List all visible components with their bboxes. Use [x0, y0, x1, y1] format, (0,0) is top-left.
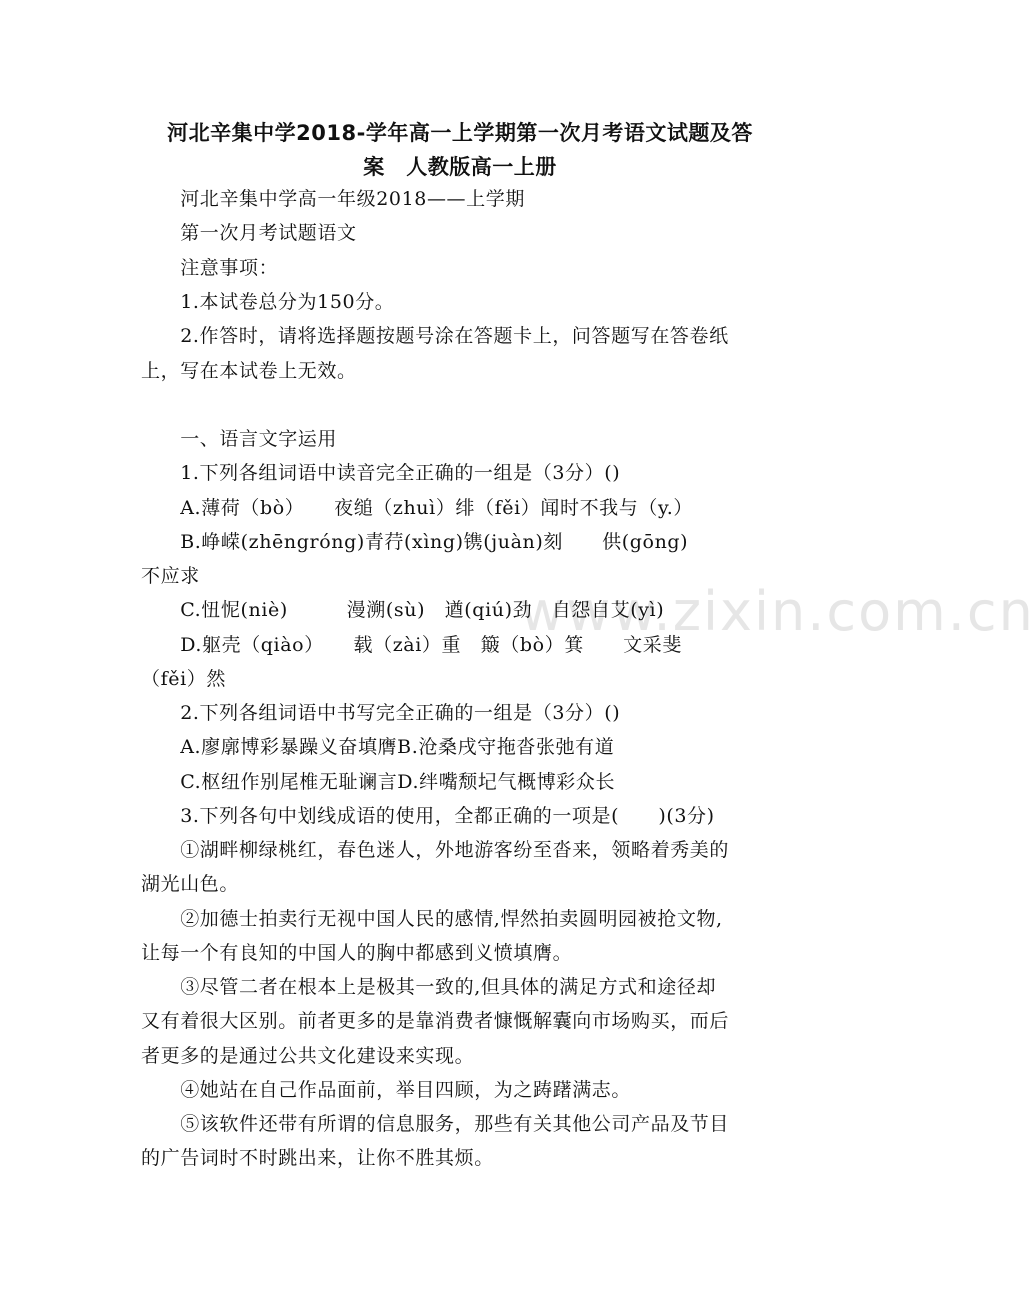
q3-sentence-3-cont-2: 者更多的是通过公共文化建设来实现。	[141, 1045, 475, 1067]
q3-sentence-4: ④她站在自己作品面前，举目四顾，为之踌躇满志。	[141, 1079, 632, 1101]
q3-sentence-5-cont: 的广告词时不时跳出来，让你不胜其烦。	[141, 1147, 494, 1169]
notice-item-2-cont: 上，写在本试卷上无效。	[141, 360, 357, 382]
question-3: 3.下列各句中划线成语的使用，全都正确的一项是( )(3分)	[141, 805, 715, 827]
q3-sentence-1: ①湖畔柳绿桃红，春色迷人，外地游客纷至沓来，领略着秀美的	[141, 839, 730, 861]
watermark: www.zixin.com.cn	[520, 580, 1035, 643]
q1-option-b: B.峥嵘(zhēngróng)青荇(xìng)镌(juàn)刻 供(gōng)	[141, 531, 689, 553]
q2-options-ab: A.廖廓博彩暴躁义奋填膺B.沧桑戌守拖沓张弛有道	[141, 736, 615, 758]
q3-sentence-3: ③尽管二者在根本上是极其一致的,但具体的满足方式和途径却	[141, 976, 717, 998]
q3-sentence-2-cont: 让每一个有良知的中国人的胸中都感到义愤填膺。	[141, 942, 573, 964]
exam-name-line: 第一次月考试题语文	[141, 222, 357, 244]
notice-item-2: 2.作答时，请将选择题按题号涂在答题卡上，问答题写在答卷纸	[141, 325, 729, 347]
q3-sentence-3-cont-1: 又有着很大区别。前者更多的是靠消费者慷慨解囊向市场购买，而后	[141, 1010, 730, 1032]
question-1: 1.下列各组词语中读音完全正确的一组是（3分）()	[141, 462, 621, 484]
section-heading: 一、语言文字运用	[141, 428, 338, 450]
q3-sentence-2: ②加德士拍卖行无视中国人民的感情,悍然拍卖圆明园被抢文物,	[141, 908, 723, 930]
q1-option-c: C.忸怩(niè) 漫溯(sù) 遒(qiú)劲 自怨自艾(yì)	[141, 599, 665, 621]
q1-option-b-cont: 不应求	[141, 565, 200, 587]
q3-sentence-5: ⑤该软件还带有所谓的信息服务，那些有关其他公司产品及节目	[141, 1113, 730, 1135]
question-2: 2.下列各组词语中书写完全正确的一组是（3分）()	[141, 702, 621, 724]
q1-option-a: A.薄荷（bò） 夜缒（zhuì）绯（fěi）闻时不我与（y.）	[141, 497, 694, 519]
document-title-line-2: 案 人教版高一上册	[363, 155, 557, 179]
document-title-line-1: 河北辛集中学2018-学年高一上学期第一次月考语文试题及答	[167, 121, 753, 145]
notice-item-1: 1.本试卷总分为150分。	[141, 291, 395, 313]
q3-sentence-1-cont: 湖光山色。	[141, 873, 240, 895]
school-term-line: 河北辛集中学高一年级2018——上学期	[141, 188, 525, 210]
q1-option-d-cont: （fěi）然	[141, 668, 226, 690]
q2-options-cd: C.枢纽作别尾椎无耻谰言D.绊嘴颓圮气概博彩众长	[141, 771, 616, 793]
notice-heading: 注意事项：	[141, 257, 279, 279]
q1-option-d: D.躯壳（qiào） 载（zài）重 簸（bò）箕 文采斐	[141, 634, 682, 656]
